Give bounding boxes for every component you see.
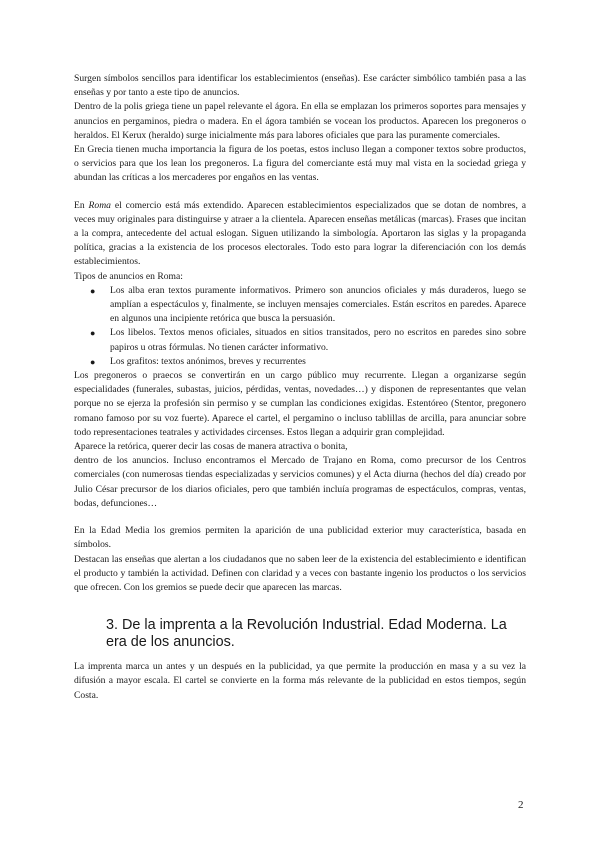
spacer bbox=[74, 511, 526, 524]
page-content bbox=[74, 72, 526, 703]
roma-italic: Roma bbox=[88, 199, 111, 211]
paragraph-edad-media: En la Edad Media los gremios permiten la aparición de una publicidad exterior muy característica, basada en símbolos. bbox=[74, 525, 526, 551]
spacer bbox=[74, 595, 526, 617]
roma-rest: el comercio está más extendido. Aparecen establecimientos especializados que se dotan de nombres, a veces muy originales para distinguirse y atraer a la clientela. Aparecen enseñas metálicas (marcas). Frases que incitan a la compra, antecedente del actual eslogan. Siguen utilizando la simbología. Aportaron las siglas y la propaganda política, gracias a la existencia de los procesos electorales. Todo esto para lograr la diferenciación con los demás establecimientos. bbox=[74, 199, 526, 268]
paragraph-tipos-anuncios: Tipos de anuncios en Roma: bbox=[74, 270, 183, 282]
section-heading: 3. De la imprenta a la Revolución Industrial. Edad Moderna. La era de los anuncios. bbox=[106, 617, 507, 651]
paragraph-agora: Dentro de la polis griega tiene un papel relevante el ágora. En ella se emplazan los primeros soportes para mensajes y anuncios en pergaminos, piedra o madera. En el ágora también se vocean los productos. Aparecen los pregoneros o heraldos. El Kerux (heraldo) surge inicialmente más para labores oficiales que para las puramente comerciales. bbox=[74, 101, 526, 141]
list-item bbox=[90, 326, 526, 354]
paragraph-retorica: Aparece la retórica, querer decir las cosas de manera atractiva o bonita, bbox=[74, 441, 348, 453]
list-item-text: Los libelos. Textos menos oficiales, situados en sitios transitados, pero no escritos en paredes sino sobre papiros u otras fórmulas. No tienen carácter informativo. bbox=[110, 327, 526, 353]
spacer bbox=[74, 651, 526, 660]
paragraph-roma bbox=[74, 199, 526, 270]
paragraph-mercado-trajano: dentro de los anuncios. Incluso encontramos el Mercado de Trajano en Roma, como precursor de los Centros comerciales (con numerosas tiendas especializadas y servicios comunes) y el Acta diurna (hechos del día) creado por Julio César precursor de los diarios oficiales, pero que también incluía programas de espectáculos, compras, ventas, bodas, defunciones… bbox=[74, 455, 526, 509]
bullet-icon: ● bbox=[90, 285, 96, 296]
list-item-text: Los alba eran textos puramente informativos. Primero son anuncios oficiales y más duraderos, luego se amplían a espectáculos y, finalmente, se incluyen mensajes comerciales. Están escritos en paredes. Aparece en algunos una incipiente retórica que busca la persuasión. bbox=[110, 284, 526, 325]
spacer bbox=[74, 186, 526, 199]
list-item-text: Los grafitos: textos anónimos, breves y recurrentes bbox=[110, 355, 306, 367]
paragraph-simbolos: Surgen símbolos sencillos para identificar los establecimientos (enseñas). Ese carácter simbólico también pasa a las enseñas y por tanto a este tipo de anuncios. bbox=[74, 73, 526, 99]
roman-ad-types-list bbox=[74, 284, 526, 369]
bullet-icon: ● bbox=[90, 328, 96, 339]
bullet-icon: ● bbox=[90, 356, 96, 367]
page-number: 2 bbox=[518, 799, 524, 811]
list-item bbox=[90, 355, 526, 369]
list-item bbox=[90, 284, 526, 327]
paragraph-grecia: En Grecia tienen mucha importancia la figura de los poetas, estos incluso llegan a componer textos sobre productos, o servicios para que los lean los pregoneros. La figura del comerciante está muy mal vista en la sociedad griega y abundan las críticas a los mercaderes por engaños en las ventas. bbox=[74, 144, 526, 184]
paragraph-imprenta: La imprenta marca un antes y un después en la publicidad, ya que permite la producción en masa y a su vez la difusión a mayor escala. El cartel se convierte en la forma más relevante de la publicidad en estos tiempos, según Costa. bbox=[74, 661, 526, 701]
paragraph-ensenas: Destacan las enseñas que alertan a los ciudadanos que no saben leer de la existencia del establecimiento e identifican el producto y también la actividad. Definen con claridad y a veces con bastante ingenio los productos o los servicios que ofrecen. Con los gremios se puede decir que aparecen las marcas. bbox=[74, 553, 526, 593]
roma-prefix: En bbox=[74, 199, 89, 211]
paragraph-pregoneros: Los pregoneros o praecos se convertirán en un cargo público muy recurrente. Llegan a organizarse según especialidades (funerales, subastas, juicios, pérdidas, ventas, novedades…) y disponen de representantes que velan porque no se ejerza la profesión sin permiso y se cumplan las condiciones exigidas. Estentóreo (Stentor, pregonero romano famoso por su voz fuerte). Aparece el cartel, el pergamino o incluso tablillas de arcilla, para anunciar sobre todo representaciones teatrales y actividades circenses. Estos llegan a adquirir gran complejidad. bbox=[74, 370, 526, 438]
